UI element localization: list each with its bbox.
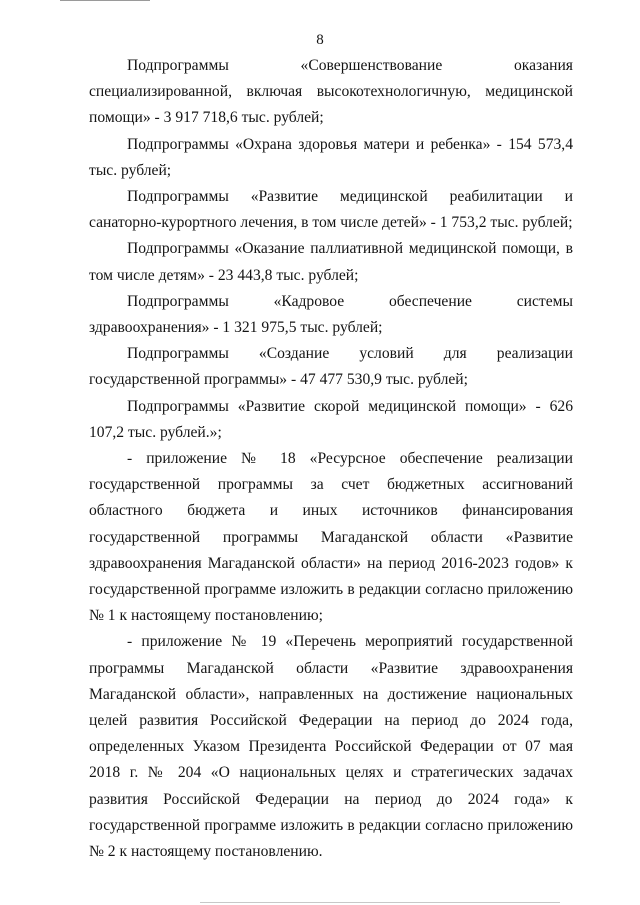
paragraph-subprogram-mother-child: Подпрограммы «Охрана здоровья матери и ребенка» - 154 573,4 тыс. рублей;: [89, 135, 573, 179]
paragraph-subprogram-emergency: Подпрограммы «Развитие скорой медицинской помощи» - 626 107,2 тыс. рублей.»;: [89, 397, 573, 441]
scan-artifact-top: [60, 0, 150, 1]
paragraph-appendix-19: - приложение № 19 «Перечень мероприятий государственной программы Магаданской области «Развитие здравоохранения Магаданской области», направленных на достижение национальных целей развития Российской Федерации на период до 2024 года, определенных Указом Президента Российской Федерации от 07 мая 2018 г. № 204 «О национальных целях и стратегических задачах развития Российской Федерации на период до 2024 года» к государственной программе изложить в редакции согласно приложению № 2 к настоящему постановлению.: [89, 633, 573, 861]
paragraph-subprogram-conditions: Подпрограммы «Создание условий для реализации государственной программы» - 47 477 530,9 тыс. рублей;: [89, 345, 573, 389]
scan-artifact-bottom: [200, 902, 560, 903]
paragraph-appendix-18: - приложение № 18 «Ресурсное обеспечение реализации государственной программы за счет бюджетных ассигнований областного бюджета и иных источников финансирования государственной программы Магаданской области «Развитие здравоохранения Магаданской области» на период 2016-2023 годов» к государственной программе изложить в редакции согласно приложению № 1 к настоящему постановлению;: [89, 450, 573, 625]
document-body: [89, 53, 573, 865]
paragraph-subprogram-staffing: Подпрограммы «Кадровое обеспечение системы здравоохранения» - 1 321 975,5 тыс. рублей;: [89, 292, 573, 337]
paragraph-subprogram-palliative: Подпрограммы «Оказание паллиативной медицинской помощи, в том числе детям» - 23 443,8 тыс. рублей;: [89, 240, 573, 284]
paragraph-subprogram-specialized-care: Подпрограммы «Совершенствование оказания специализированной, включая высокотехнологичную, медицинской помощи» - 3 917 718,6 тыс. рублей;: [89, 57, 573, 127]
page-number: 8: [316, 32, 324, 48]
paragraph-subprogram-rehabilitation: Подпрограммы «Развитие медицинской реабилитации и санаторно-курортного лечения, в том числе детей» - 1 753,2 тыс. рублей;: [89, 188, 573, 232]
